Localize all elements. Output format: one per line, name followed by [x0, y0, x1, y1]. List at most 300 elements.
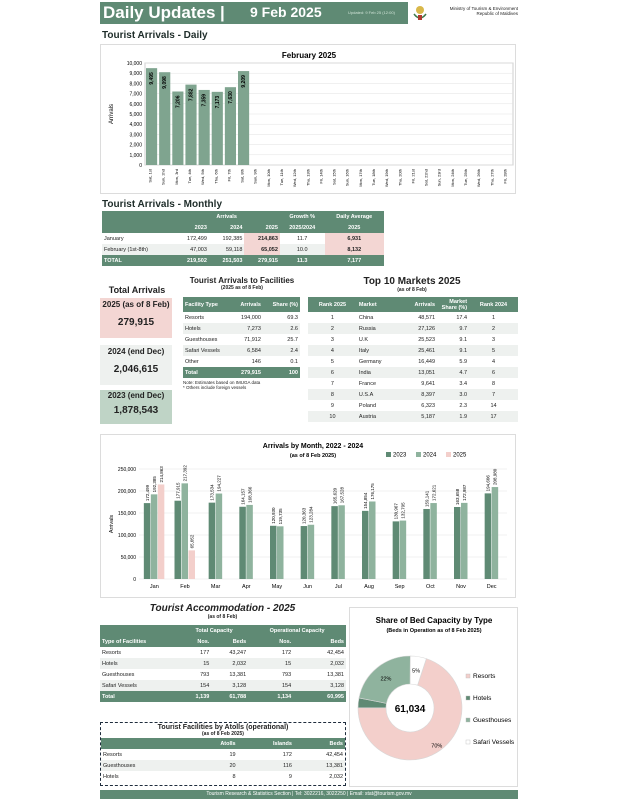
table-row [102, 233, 384, 244]
daily-x-tick: Mon, 17th [357, 169, 363, 187]
cell-2025: 279,915 [244, 255, 280, 266]
cell-2025: 65,052 [244, 244, 280, 255]
daily-bar-label: 7,206 [175, 95, 182, 109]
atoll-col-beds: Beds [294, 738, 345, 749]
fac-arrivals: 7,273 [247, 325, 261, 332]
month-bar-label: 164,157 [240, 488, 246, 505]
month-bar-label: 132,795 [400, 502, 406, 519]
month-x-tick: Feb [180, 584, 190, 590]
ministry-name [430, 6, 518, 16]
month-bar [270, 526, 277, 579]
acc-col-nos: Nos. [180, 636, 211, 647]
month-bar-label: 163,658 [455, 488, 460, 505]
daily-x-tick: Thu, 20th [397, 169, 403, 186]
fac-col-type: Facility Type [183, 297, 232, 312]
card-2025-label: 2025 (as of 8 Feb) [102, 300, 170, 309]
fac-share: 100 [263, 367, 300, 378]
month-x-tick: Sep [394, 584, 405, 590]
mkt-market: Italy [358, 347, 370, 354]
fac-share: 2.4 [290, 347, 298, 354]
monthly-group-daily: Daily Average [325, 211, 384, 222]
mkt-market: France [358, 380, 377, 387]
fac-arrivals: 194,000 [241, 314, 261, 321]
month-bar [182, 483, 189, 579]
fac-share: 25.7 [287, 336, 298, 343]
acc-type: Resorts [102, 649, 121, 656]
card-2025-value: 279,915 [117, 317, 155, 328]
month-x-tick: Aug [364, 584, 374, 590]
mkt-share: 3.4 [459, 380, 468, 387]
row-label: January [104, 235, 124, 242]
facilities-title: Tourist Arrivals to Facilities [189, 276, 295, 285]
acc-nos: 177 [200, 649, 210, 656]
month-bar-label: 165,620 [332, 487, 338, 505]
atoll-islands: 9 [288, 773, 292, 780]
markets-header [308, 276, 516, 293]
mkt-market: India [358, 369, 371, 376]
monthly-table [102, 211, 384, 266]
markets-table [308, 297, 518, 422]
month-y-tick: 200,000 [117, 489, 136, 495]
month-bar [246, 505, 253, 579]
month-bar [151, 494, 158, 579]
daily-x-tick: Sun, 23rd [436, 169, 442, 187]
legend-swatch [416, 452, 421, 457]
acc-group-operational: Operational Capacity [248, 625, 346, 636]
pie-legend-swatch [466, 740, 470, 744]
card-2023-value: 1,878,543 [113, 405, 159, 416]
mkt-market: U.S.A [358, 391, 374, 398]
cell-2024: 251,503 [209, 255, 245, 266]
daily-x-tick: Tue, 11th [279, 169, 284, 186]
mkt-col-rank: Rank 2025 [308, 297, 357, 312]
mkt-arrivals: 16,449 [418, 358, 436, 365]
mkt-rank-2024: 7 [491, 391, 496, 398]
mkt-rank: 1 [330, 314, 334, 321]
mkt-share: 1.9 [459, 413, 468, 420]
pie-subtitle: (Beds in Operation as of 8 Feb 2025) [386, 628, 482, 634]
mkt-rank-2024: 17 [490, 413, 497, 420]
mkt-arrivals: 27,126 [418, 325, 436, 332]
acc-beds-oper: 3,128 [330, 682, 344, 689]
acc-col-beds: Beds [211, 636, 248, 647]
daily-y-tick: 7,000 [129, 91, 142, 98]
daily-x-tick: Wed, 12th [292, 169, 298, 188]
mkt-share: 2.3 [459, 402, 468, 409]
month-bar-label: 177,915 [175, 482, 181, 499]
cell-growth: 11.3 [280, 255, 325, 266]
month-x-tick: Mar [210, 584, 221, 590]
table-row [100, 669, 346, 680]
table-row [308, 389, 518, 400]
cell-growth: 11.7 [297, 235, 308, 242]
mkt-arrivals: 25,461 [418, 347, 436, 354]
mkt-rank-2024: 4 [491, 358, 496, 365]
acc-col-nos-oper: Nos. [248, 636, 293, 647]
card-2024-value: 2,046,615 [113, 364, 159, 375]
month-bar [301, 526, 308, 579]
legend-label: 2023 [393, 452, 407, 459]
monthly-group-growth: Growth % [280, 211, 325, 222]
ministry-line-2: Republic of Maldives [476, 11, 518, 16]
daily-x-tick: Mon, 3rd [173, 169, 179, 185]
pie-slice-label: 5% [412, 668, 421, 675]
month-bar [362, 511, 369, 579]
fac-share: 2.6 [290, 325, 298, 332]
footer-bar: Tourism Research & Statistics Section | Tel: 3022216, 3022250 | Email: stat@tourism.gov.mv [100, 790, 518, 799]
month-bar-label: 192,385 [151, 476, 157, 493]
daily-x-tick: Thu, 6th [213, 169, 219, 184]
month-x-tick: Oct [426, 584, 435, 590]
row-label: TOTAL [102, 255, 173, 266]
facilities-note-2: * Others include foreign vessels [183, 385, 247, 390]
acc-col-beds-oper: Beds [293, 636, 346, 647]
table-row [101, 771, 345, 782]
mkt-rank-2024: 2 [491, 325, 496, 332]
month-bar-label: 167,528 [339, 487, 345, 504]
daily-y-tick: 2,000 [129, 142, 142, 149]
atoll-atolls: 19 [229, 751, 236, 758]
month-bar [158, 484, 165, 579]
table-row [100, 658, 346, 669]
month-bar [175, 501, 182, 579]
atoll-beds: 2,032 [329, 773, 343, 780]
markets-subtitle: (as of 8 Feb) [397, 287, 427, 293]
table-row [100, 647, 346, 658]
atoll-type: Resorts [103, 751, 122, 758]
atoll-islands: 116 [283, 762, 292, 769]
acc-beds-oper: 2,032 [330, 660, 344, 667]
mkt-market: Russia [358, 325, 376, 332]
month-bar-label: 123,284 [308, 506, 314, 523]
table-row [308, 400, 518, 411]
month-x-tick: Apr [242, 584, 251, 590]
total-row [102, 255, 384, 266]
daily-x-tick: Mon, 10th [265, 169, 271, 187]
cell-2024: 192,385 [222, 235, 243, 242]
pie-title: Share of Bed Capacity by Type [375, 616, 493, 625]
daily-x-tick: Fri, 21st [410, 169, 416, 184]
acc-group-total: Total Capacity [180, 625, 248, 636]
accommodation-table [100, 625, 346, 702]
daily-y-tick: 10,000 [126, 61, 142, 67]
fac-arrivals: 6,584 [247, 347, 261, 354]
fac-type: Guesthouses [185, 336, 218, 343]
daily-bar-label: 9,098 [162, 76, 169, 89]
fac-col-share: Share (%) [263, 297, 300, 312]
acc-type: Guesthouses [102, 671, 135, 678]
daily-bar-label: 7,173 [214, 95, 221, 109]
table-row [101, 749, 345, 760]
cell-daily: 8,132 [325, 244, 384, 255]
card-2024-label: 2024 (end Dec) [107, 347, 165, 356]
month-bar-label: 214,863 [158, 466, 164, 483]
card-2023-label: 2023 (end Dec) [107, 391, 165, 400]
ministry-emblem-icon [412, 4, 428, 22]
pie-center-label: 61,034 [394, 704, 426, 715]
month-x-tick: May [271, 584, 283, 590]
month-bar-label: 154,854 [363, 492, 368, 509]
daily-x-tick: Wed, 26th [476, 169, 482, 188]
daily-bar-label: 9,495 [149, 72, 156, 85]
table-row [101, 760, 345, 771]
legend-label: 2024 [423, 452, 437, 459]
month-bar [461, 503, 468, 579]
daily-x-tick: Sun, 2nd [160, 169, 166, 186]
mkt-market: U.K [358, 336, 369, 343]
mkt-rank-2024: 8 [491, 380, 496, 387]
facilities-note: Note: Estimates based on IMUGA data [183, 380, 261, 385]
month-bar-label: 168,366 [247, 486, 253, 503]
pie-slice-label: 22% [380, 676, 392, 683]
daily-y-tick: 6,000 [129, 101, 142, 108]
fac-col-arrivals: Arrivals [232, 297, 263, 312]
mkt-share: 9.1 [459, 347, 468, 354]
acc-beds: 2,032 [232, 660, 247, 667]
mkt-rank-2024: 1 [491, 314, 496, 321]
acc-nos: 1,139 [180, 691, 211, 702]
mkt-rank-2024: 5 [491, 347, 496, 354]
month-bar [239, 507, 246, 579]
card-2024 [100, 345, 172, 385]
mkt-rank: 10 [329, 413, 336, 420]
bed-share-chart [349, 607, 518, 787]
acc-beds-oper: 60,995 [293, 691, 346, 702]
accommodation-subtitle: (as of 8 Feb) [207, 614, 238, 620]
fac-arrivals: 71,912 [244, 336, 261, 343]
daily-y-tick: 0 [139, 163, 142, 169]
monthly-col-daily: 2025 [325, 222, 384, 233]
daily-x-tick: Thu, 27th [489, 169, 495, 186]
mkt-rank-2024: 6 [491, 369, 496, 376]
month-bar-label: 120,363 [301, 507, 307, 525]
mkt-arrivals: 13,051 [418, 369, 436, 376]
acc-nos-oper: 154 [281, 682, 292, 689]
mkt-rank: 7 [330, 380, 334, 387]
acc-type: Total [100, 691, 180, 702]
daily-y-label: Arrivals [109, 103, 115, 125]
monthly-chart [100, 434, 516, 598]
daily-bar-label: 7,359 [201, 93, 208, 107]
pie-legend-label: Guesthouses [473, 717, 512, 724]
month-chart-title: Arrivals by Month, 2022 - 2024 [262, 443, 364, 450]
daily-y-tick: 8,000 [129, 81, 142, 88]
acc-nos-oper: 1,134 [248, 691, 293, 702]
month-bar [331, 506, 338, 579]
facilities-subtitle: (2025 as of 8 Feb) [221, 285, 263, 291]
daily-bar-label: 7,630 [227, 91, 234, 104]
legend-swatch [386, 452, 391, 457]
total-row [100, 691, 346, 702]
mkt-col-share: Market Share (%) [437, 297, 469, 312]
mkt-rank: 6 [330, 369, 334, 376]
acc-nos-oper: 15 [285, 660, 292, 667]
monthly-section-title: Tourist Arrivals - Monthly [102, 199, 223, 210]
daily-x-tick: Fri, 7th [226, 169, 232, 182]
acc-beds: 43,247 [229, 649, 247, 656]
acc-nos: 793 [200, 671, 210, 678]
daily-y-tick: 3,000 [129, 132, 142, 139]
acc-type: Safari Vessels [102, 682, 137, 689]
daily-x-tick: Sun, 9th [252, 169, 258, 184]
legend-label: 2025 [453, 452, 467, 459]
daily-y-tick: 5,000 [129, 112, 142, 118]
atoll-beds: 13,381 [326, 762, 343, 769]
page-title: Daily Updates [103, 3, 216, 22]
mkt-col-rank-2024: Rank 2024 [469, 297, 518, 312]
fac-type: Safari Vessels [185, 347, 220, 354]
pie-slice-label: 70% [431, 743, 443, 750]
month-bar [492, 487, 499, 579]
month-bar-label: 176,175 [370, 483, 375, 500]
table-row [102, 244, 384, 255]
daily-x-tick: Mon, 24th [449, 169, 455, 187]
pie-legend-label: Safari Vessels [473, 739, 515, 746]
month-y-tick: 50,000 [120, 555, 136, 561]
daily-x-tick: Sat, 1st [147, 169, 153, 183]
daily-x-tick: Wed, 19th [384, 169, 390, 188]
mkt-rank-2024: 3 [491, 336, 496, 343]
month-bar [400, 521, 407, 579]
daily-x-tick: Tue, 25th [463, 169, 468, 186]
month-bar-label: 172,987 [462, 484, 467, 501]
pie-legend-swatch [466, 718, 470, 722]
month-bar [216, 494, 223, 579]
facilities-table [183, 297, 300, 390]
cell-2025: 214,863 [244, 233, 280, 244]
month-bar-label: 130,967 [393, 503, 399, 520]
table-row [308, 312, 518, 323]
monthly-col-2025: 2025 [244, 222, 280, 233]
atolls-header [101, 724, 345, 737]
cell-growth: 10.0 [296, 246, 308, 253]
mkt-share: 3.0 [459, 391, 468, 398]
table-row [308, 411, 518, 422]
mkt-rank: 3 [330, 336, 334, 343]
acc-beds: 61,788 [211, 691, 248, 702]
month-bar-label: 194,227 [216, 475, 222, 492]
daily-y-tick: 9,000 [129, 71, 142, 78]
mkt-market: China [358, 314, 374, 321]
daily-x-tick: Wed, 5th [200, 169, 206, 185]
month-bar-label: 172,499 [144, 484, 150, 502]
mkt-arrivals: 5,187 [421, 413, 436, 420]
table-row [183, 323, 300, 334]
month-bar [485, 493, 492, 579]
cell-daily: 6,931 [325, 233, 384, 244]
mkt-col-arrivals: Arrivals [399, 297, 437, 312]
acc-beds: 3,128 [232, 682, 247, 689]
mkt-market: Germany [358, 358, 382, 365]
acc-nos-oper: 793 [281, 671, 292, 678]
atoll-beds: 42,454 [326, 751, 343, 758]
month-bar [454, 507, 461, 579]
month-bar [209, 503, 216, 579]
atoll-atolls: 20 [229, 762, 236, 769]
fac-type: Other [185, 358, 199, 365]
daily-x-tick: Sat, 15th [331, 169, 337, 186]
month-bar-label: 194,606 [485, 475, 491, 492]
acc-beds-oper: 13,381 [327, 671, 344, 678]
markets-title: Top 10 Markets 2025 [363, 276, 461, 287]
cell-daily: 7,177 [325, 255, 384, 266]
total-row [183, 367, 300, 378]
facilities-header [180, 276, 304, 291]
acc-nos: 15 [203, 660, 210, 667]
month-bar [144, 503, 151, 579]
mkt-share: 4.7 [459, 369, 468, 376]
month-bar [189, 550, 196, 579]
monthly-col-2024: 2024 [209, 222, 245, 233]
fac-share: 0.1 [290, 358, 298, 365]
daily-y-tick: 4,000 [129, 122, 142, 129]
mkt-rank: 5 [330, 358, 334, 365]
mkt-arrivals: 48,571 [418, 314, 436, 321]
row-label: February (1st-8th) [104, 246, 149, 253]
table-row [308, 367, 518, 378]
acc-nos-oper: 172 [281, 649, 292, 656]
mkt-rank: 4 [330, 347, 334, 354]
daily-y-tick: 1,000 [129, 152, 142, 159]
atoll-blank [101, 738, 190, 749]
report-date: 9 Feb 2025 [250, 4, 322, 20]
table-row [308, 345, 518, 356]
title-separator: | [220, 3, 225, 22]
table-row [183, 312, 300, 323]
month-y-tick: 250,000 [117, 467, 136, 473]
table-row [308, 378, 518, 389]
mkt-arrivals: 9,641 [421, 380, 436, 387]
updated-text: Updated: 9 Feb 25 (12:00) [348, 10, 395, 15]
month-bar-label: 119,735 [278, 508, 283, 525]
daily-x-tick: Fri, 14th [318, 169, 324, 184]
atolls-title: Tourist Facilities by Atolls (operational) [157, 724, 289, 731]
table-row [183, 334, 300, 345]
daily-x-tick: Sat, 22nd [423, 169, 429, 187]
month-bar [369, 501, 376, 579]
fac-type: Hotels [185, 325, 201, 332]
mkt-arrivals: 25,523 [418, 336, 436, 343]
month-x-tick: Nov [456, 584, 466, 590]
card-2025 [100, 298, 172, 338]
atolls-box [100, 722, 346, 786]
month-x-tick: Dec [486, 584, 497, 590]
month-x-tick: Jul [334, 584, 342, 590]
daily-section-title: Tourist Arrivals - Daily [102, 30, 208, 41]
daily-bar-label: 9,209 [241, 75, 248, 88]
daily-x-tick: Tue, 18th [371, 169, 376, 186]
monthly-group-arrivals: Arrivals [173, 211, 280, 222]
month-x-tick: Jan [149, 584, 159, 590]
acc-col-type: Type of Facilities [100, 636, 180, 647]
acc-type: Hotels [102, 660, 118, 667]
daily-chart-title: February 2025 [281, 51, 337, 60]
atoll-col-atolls: Atolls [190, 738, 237, 749]
month-bar-label: 172,621 [431, 484, 437, 502]
month-bar [430, 503, 437, 579]
accommodation-header [100, 603, 345, 620]
atoll-col-islands: Islands [238, 738, 294, 749]
month-bar [277, 526, 284, 579]
fac-type: Resorts [185, 314, 204, 321]
daily-x-tick: Tue, 4th [187, 169, 192, 184]
month-bar [423, 509, 430, 579]
mkt-share: 17.4 [456, 314, 468, 321]
month-bar-label: 159,141 [424, 490, 430, 507]
mkt-share: 9.7 [459, 325, 468, 332]
month-bar-label: 65,052 [189, 534, 195, 549]
pie-legend-label: Hotels [473, 695, 492, 702]
